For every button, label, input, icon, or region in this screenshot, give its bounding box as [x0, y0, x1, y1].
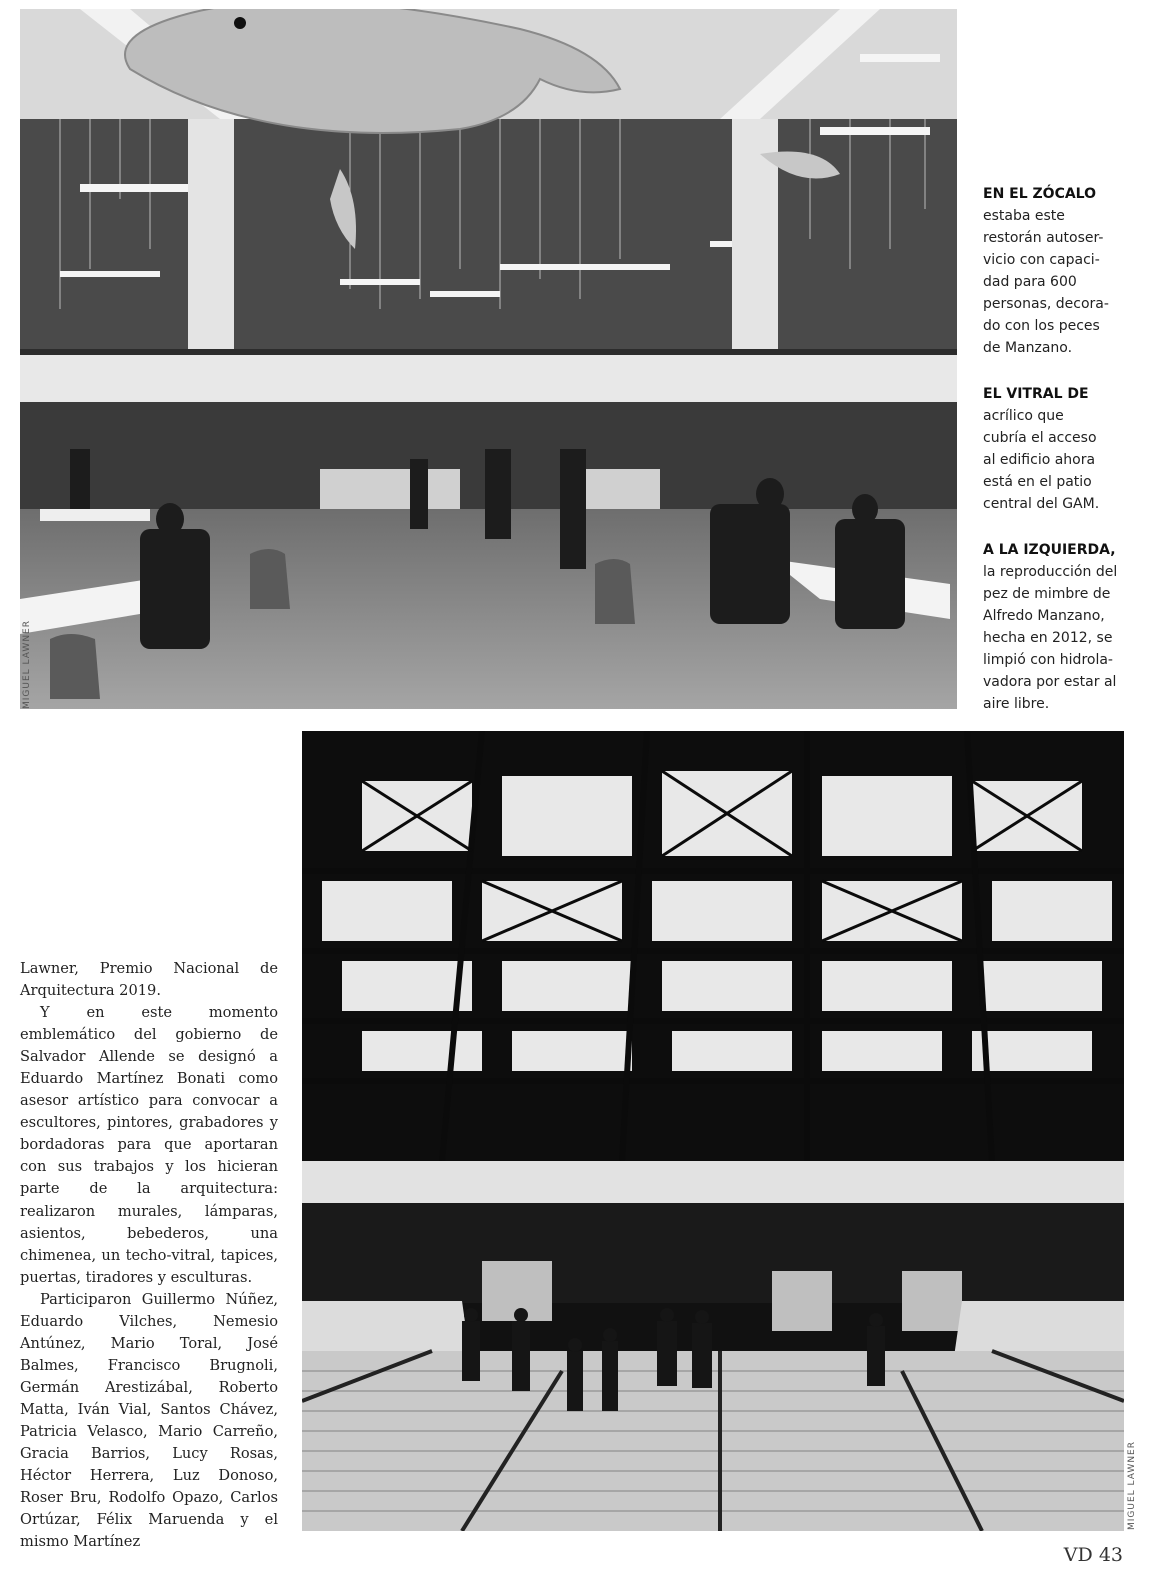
- page-number: 43: [1098, 1544, 1123, 1566]
- caption-line: dad para 600: [983, 274, 1077, 290]
- caption-line: la reproducción del: [983, 564, 1118, 580]
- photo-credit-top: MIGUEL LAWNER: [22, 620, 32, 709]
- caption-line: personas, decora-: [983, 296, 1109, 312]
- restaurant-photo-drawing: [20, 9, 957, 709]
- caption-zocalo: [983, 183, 1133, 359]
- vitral-entrance-photo: [302, 731, 1124, 1531]
- body-paragraph: Participaron Guillermo Núñez, Eduardo Vilches, Nemesio Antúnez, Mario Toral, José Balmes, Francisco Brugnoli, Germán Arestizábal, Roberto Matta, Iván Vial, Santos Chávez, Patricia Velasco, Mario Carreño, Gracia Barrios, Lucy Rosas, Héctor Herrera, Luz Donoso, Roser Bru, Rodolfo Opazo, Carlos Ortúzar, Félix Maruenda y el mismo Martínez: [20, 1290, 278, 1551]
- caption-line: al edificio ahora: [983, 452, 1096, 468]
- caption-line: cubría el acceso: [983, 430, 1097, 446]
- page-folio: [1064, 1544, 1123, 1566]
- magazine-mark: VD: [1063, 1544, 1093, 1566]
- caption-vitral: [983, 383, 1133, 515]
- body-paragraph: Lawner, Premio Nacional de Arquitectura 2019.: [20, 960, 278, 1000]
- caption-lead: EN EL ZÓCALO: [983, 186, 1096, 202]
- article-body: [20, 958, 278, 1553]
- caption-line: acrílico que: [983, 408, 1064, 424]
- caption-lead: A LA IZQUIERDA,: [983, 542, 1116, 558]
- caption-line: Alfredo Manzano,: [983, 608, 1105, 624]
- caption-line: restorán autoser-: [983, 230, 1104, 246]
- caption-line: hecha en 2012, se: [983, 630, 1113, 646]
- caption-line: central del GAM.: [983, 496, 1100, 512]
- caption-line: pez de mimbre de: [983, 586, 1111, 602]
- caption-line: do con los peces: [983, 318, 1100, 334]
- caption-line: de Manzano.: [983, 340, 1073, 356]
- caption-line: vadora por estar al: [983, 674, 1117, 690]
- vitral-entrance-drawing: [302, 731, 1124, 1531]
- caption-line: estaba este: [983, 208, 1065, 224]
- caption-line: limpió con hidrola-: [983, 652, 1113, 668]
- photo-credit-bottom: MIGUEL LAWNER: [1127, 1441, 1137, 1530]
- caption-line: está en el patio: [983, 474, 1092, 490]
- caption-line: vicio con capaci-: [983, 252, 1100, 268]
- caption-lead: EL VITRAL DE: [983, 386, 1089, 402]
- restaurant-photo: [20, 9, 957, 709]
- caption-izquierda: [983, 539, 1133, 715]
- body-paragraph: Y en este momento emblemático del gobierno de Salvador Allende se designó a Eduardo Martínez Bonati como asesor artístico para convocar a escultores, pintores, grabadores y bordadoras para que aportaran con sus trabajos y los hicieran parte de la arquitectura: realizaron murales, lámparas, asientos, bebederos, una chimenea, un techo-vitral, tapices, puertas, tiradores y esculturas.: [20, 1004, 278, 1286]
- caption-line: aire libre.: [983, 696, 1050, 712]
